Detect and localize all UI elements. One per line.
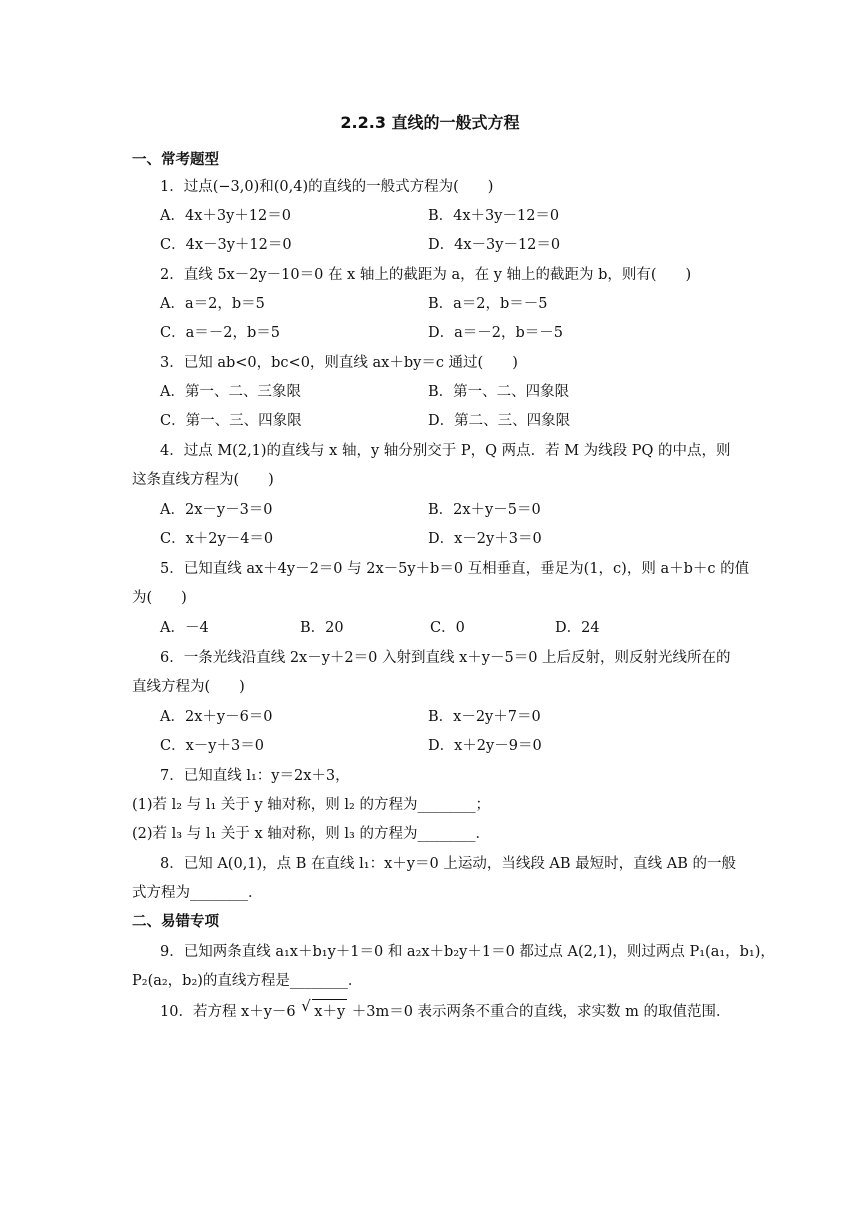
question-3-option-d: D．第二、三、四象限 bbox=[428, 413, 571, 429]
question-8-stem-continued: 式方程为________． bbox=[132, 885, 263, 901]
question-7-stem: 7．已知直线 l₁：y＝2x＋3， bbox=[160, 768, 350, 784]
question-1-option-c: C．4x－3y＋12＝0 bbox=[160, 237, 292, 253]
question-3-option-b: B．第一、二、四象限 bbox=[428, 384, 570, 400]
question-1-option-a: A．4x＋3y＋12＝0 bbox=[160, 208, 291, 224]
question-4-stem: 4．过点 M(2,1)的直线与 x 轴，y 轴分别交于 P，Q 两点．若 M 为线段 PQ 的中点，则 bbox=[160, 443, 731, 459]
section-heading-mistakes: 二、易错专项 bbox=[132, 914, 219, 930]
question-6-option-c: C．x－y＋3＝0 bbox=[160, 738, 264, 754]
question-4-stem-continued: 这条直线方程为( ) bbox=[132, 472, 274, 488]
question-2-option-b: B．a＝2，b＝－5 bbox=[428, 296, 548, 312]
question-10-stem bbox=[160, 999, 731, 1021]
question-3-option-a: A．第一、二、三象限 bbox=[160, 384, 301, 400]
question-6-option-d: D．x＋2y－9＝0 bbox=[428, 738, 542, 754]
question-6-option-b: B．x－2y＋7＝0 bbox=[428, 709, 541, 725]
question-4-option-a: A．2x－y－3＝0 bbox=[160, 502, 273, 518]
question-5-option-c: C．0 bbox=[430, 620, 465, 636]
question-10-text-after-radical: ＋3m＝0 表示两条不重合的直线，求实数 m 的取值范围． bbox=[351, 1004, 731, 1020]
question-5-option-a: A．－4 bbox=[160, 620, 209, 636]
question-3-option-c: C．第一、三、四象限 bbox=[160, 413, 302, 429]
question-1-option-d: D．4x－3y－12＝0 bbox=[428, 237, 561, 253]
question-4-option-b: B．2x＋y－5＝0 bbox=[428, 502, 541, 518]
section-heading-common: 一、常考题型 bbox=[132, 152, 219, 168]
question-6-stem: 6．一条光线沿直线 2x－y＋2＝0 入射到直线 x＋y－5＝0 上后反射，则反射光线所在的 bbox=[160, 650, 731, 666]
question-2-option-c: C．a＝－2，b＝5 bbox=[160, 325, 280, 341]
page-title: 2.2.3 直线的一般式方程 bbox=[340, 113, 520, 132]
question-5-stem-continued: 为( ) bbox=[132, 590, 187, 606]
question-1-option-b: B．4x＋3y－12＝0 bbox=[428, 208, 560, 224]
question-8-stem: 8．已知 A(0,1)，点 B 在直线 l₁：x＋y＝0 上运动，当线段 AB 最短时，直线 AB 的一般 bbox=[160, 856, 737, 872]
question-2-option-a: A．a＝2，b＝5 bbox=[160, 296, 265, 312]
question-7-part-1: (1)若 l₂ 与 l₁ 关于 y 轴对称，则 l₂ 的方程为________； bbox=[132, 797, 490, 813]
question-2-stem: 2．直线 5x－2y－10＝0 在 x 轴上的截距为 a，在 y 轴上的截距为 b，则有( ) bbox=[160, 267, 692, 283]
square-root-expression: √ x＋y bbox=[312, 999, 347, 1021]
question-5-option-d: D．24 bbox=[555, 620, 600, 636]
question-5-stem: 5．已知直线 ax＋4y－2＝0 与 2x－5y＋b＝0 互相垂直，垂足为(1，c)，则 a＋b＋c 的值 bbox=[160, 561, 750, 577]
question-5-option-b: B．20 bbox=[300, 620, 344, 636]
question-4-option-d: D．x－2y＋3＝0 bbox=[428, 531, 542, 547]
question-2-option-d: D．a＝－2，b＝－5 bbox=[428, 325, 564, 341]
question-1-stem: 1．过点(−3,0)和(0,4)的直线的一般式方程为( ) bbox=[160, 179, 494, 195]
question-6-option-a: A．2x＋y－6＝0 bbox=[160, 709, 273, 725]
question-10-text-before-radical: 10．若方程 x＋y－6 bbox=[160, 1004, 296, 1020]
question-9-stem-continued: P₂(a₂，b₂)的直线方程是________． bbox=[132, 973, 363, 989]
question-7-part-2: (2)若 l₃ 与 l₁ 关于 x 轴对称，则 l₃ 的方程为________． bbox=[132, 826, 490, 842]
question-3-stem: 3．已知 ab<0，bc<0，则直线 ax＋by＝c 通过( ) bbox=[160, 355, 518, 371]
question-4-option-c: C．x＋2y－4＝0 bbox=[160, 531, 274, 547]
question-6-stem-continued: 直线方程为( ) bbox=[132, 679, 245, 695]
question-9-stem: 9．已知两条直线 a₁x＋b₁y＋1＝0 和 a₂x＋b₂y＋1＝0 都过点 A(2,1)，则过两点 P₁(a₁，b₁)， bbox=[160, 944, 775, 960]
